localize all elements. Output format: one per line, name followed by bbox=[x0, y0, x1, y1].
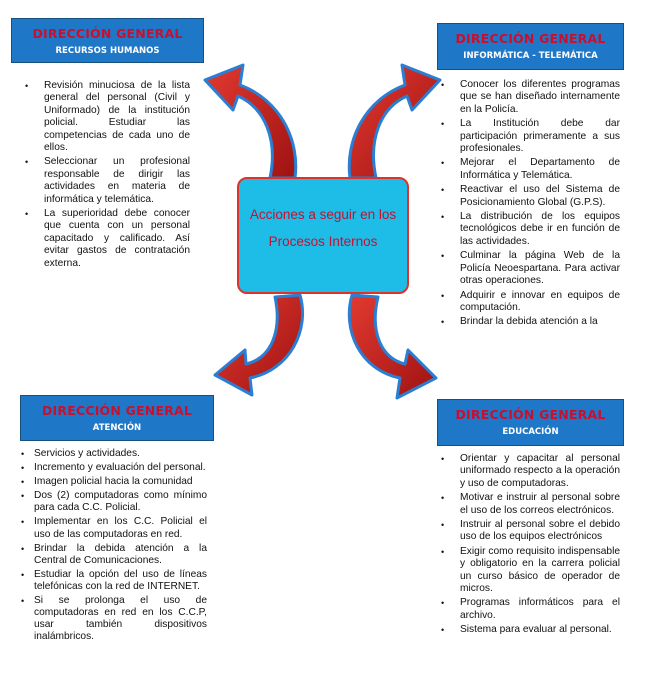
list-item: • Seleccionar un profesional responsable de dirigir las actividades en materia de informática y telemática. bbox=[24, 156, 190, 206]
arrow-to-rrhh bbox=[205, 65, 296, 178]
list-item: • Motivar e instruir al personal sobre el uso de los correos electrónicos. bbox=[440, 492, 620, 517]
list-item: • Culminar la página Web de la Policía Neoespartana. Para activar otras operaciones. bbox=[440, 250, 620, 287]
header-title: DIRECCIÓN GENERAL bbox=[32, 26, 183, 41]
list-item: • Programas informáticos para el archivo. bbox=[440, 597, 620, 622]
list-informatica-telematica bbox=[440, 79, 620, 331]
list-recursos-humanos bbox=[24, 80, 190, 272]
list-item: • La distribución de los equipos tecnológicos debe ir en función de las actividades. bbox=[440, 211, 620, 248]
header-educacion bbox=[437, 399, 624, 446]
list-item: • Exigir como requisito indispensable y obligatorio en la carrera policial un curso básico de operador de micros. bbox=[440, 546, 620, 596]
list-item: • Instruir al personal sobre el debido uso de los equipos electrónicos bbox=[440, 519, 620, 544]
list-item: • Mejorar el Departamento de Informática y Telemática. bbox=[440, 157, 620, 182]
list-atencion bbox=[20, 448, 207, 645]
center-box bbox=[237, 177, 409, 294]
header-subtitle: RECURSOS HUMANOS bbox=[55, 46, 160, 56]
list-item: • Sistema para evaluar al personal. bbox=[440, 624, 620, 636]
list-item: • Reactivar el uso del Sistema de Posicionamiento Global (G.P.S). bbox=[440, 184, 620, 209]
header-subtitle: ATENCIÓN bbox=[92, 423, 142, 433]
header-informatica-telematica bbox=[437, 23, 624, 70]
arrow-to-informatica bbox=[349, 65, 440, 178]
header-subtitle: INFORMÁTICA - TELEMÁTICA bbox=[463, 51, 598, 61]
list-informatica-clip bbox=[440, 79, 625, 345]
list-item: • Si se prolonga el uso de computadoras en red en los C.C.P, usar también dispositivos inalámbricos. bbox=[20, 595, 207, 643]
header-atencion bbox=[20, 395, 214, 441]
header-title: DIRECCIÓN GENERAL bbox=[455, 31, 606, 46]
list-item: • Estudiar la opción del uso de líneas telefónicas con la red de INTERNET. bbox=[20, 569, 207, 593]
list-item: • Imagen policial hacia la comunidad bbox=[20, 476, 207, 488]
header-title: DIRECCIÓN GENERAL bbox=[41, 403, 193, 418]
list-item: • La superioridad debe conocer que cuenta con un personal capacitado y calificado. Así evitar gastos de contratación externa. bbox=[24, 208, 190, 270]
arrow-to-atencion bbox=[215, 295, 303, 395]
list-item: • Conocer los diferentes programas que se han diseñado internamente en la Policía. bbox=[440, 79, 620, 116]
arrow-to-educacion bbox=[349, 295, 436, 398]
list-item: • Brindar la debida atención a la Central de Comunicaciones. bbox=[20, 543, 207, 567]
list-item: • Implementar en los C.C. Policial el uso de las computadoras en red. bbox=[20, 516, 207, 540]
header-recursos-humanos bbox=[11, 18, 204, 63]
list-item: • Adquirir e innovar en equipos de computación. bbox=[440, 290, 620, 315]
list-item: • La Institución debe dar participación primeramente a sus profesionales. bbox=[440, 118, 620, 155]
center-title-line1: Acciones a seguir en los bbox=[249, 207, 397, 222]
header-title: DIRECCIÓN GENERAL bbox=[455, 407, 606, 422]
center-title-line2: Procesos Internos bbox=[268, 234, 378, 249]
list-item: • Servicios y actividades. bbox=[20, 448, 207, 460]
list-item: • Revisión minuciosa de la lista general del personal (Civil y Uniformado) de la institución policial. Estudiar las competencias de cada uno de ellos. bbox=[24, 80, 190, 154]
list-item: • Brindar la debida atención a la bbox=[440, 316, 620, 328]
list-item: • Incremento y evaluación del personal. bbox=[20, 462, 207, 474]
header-subtitle: EDUCACIÓN bbox=[502, 427, 559, 437]
list-educacion bbox=[440, 453, 620, 639]
list-item: • Dos (2) computadoras como mínimo para cada C.C. Policial. bbox=[20, 490, 207, 514]
list-item: • Orientar y capacitar al personal uniformado respecto a la operación y uso de computadoras. bbox=[440, 453, 620, 490]
